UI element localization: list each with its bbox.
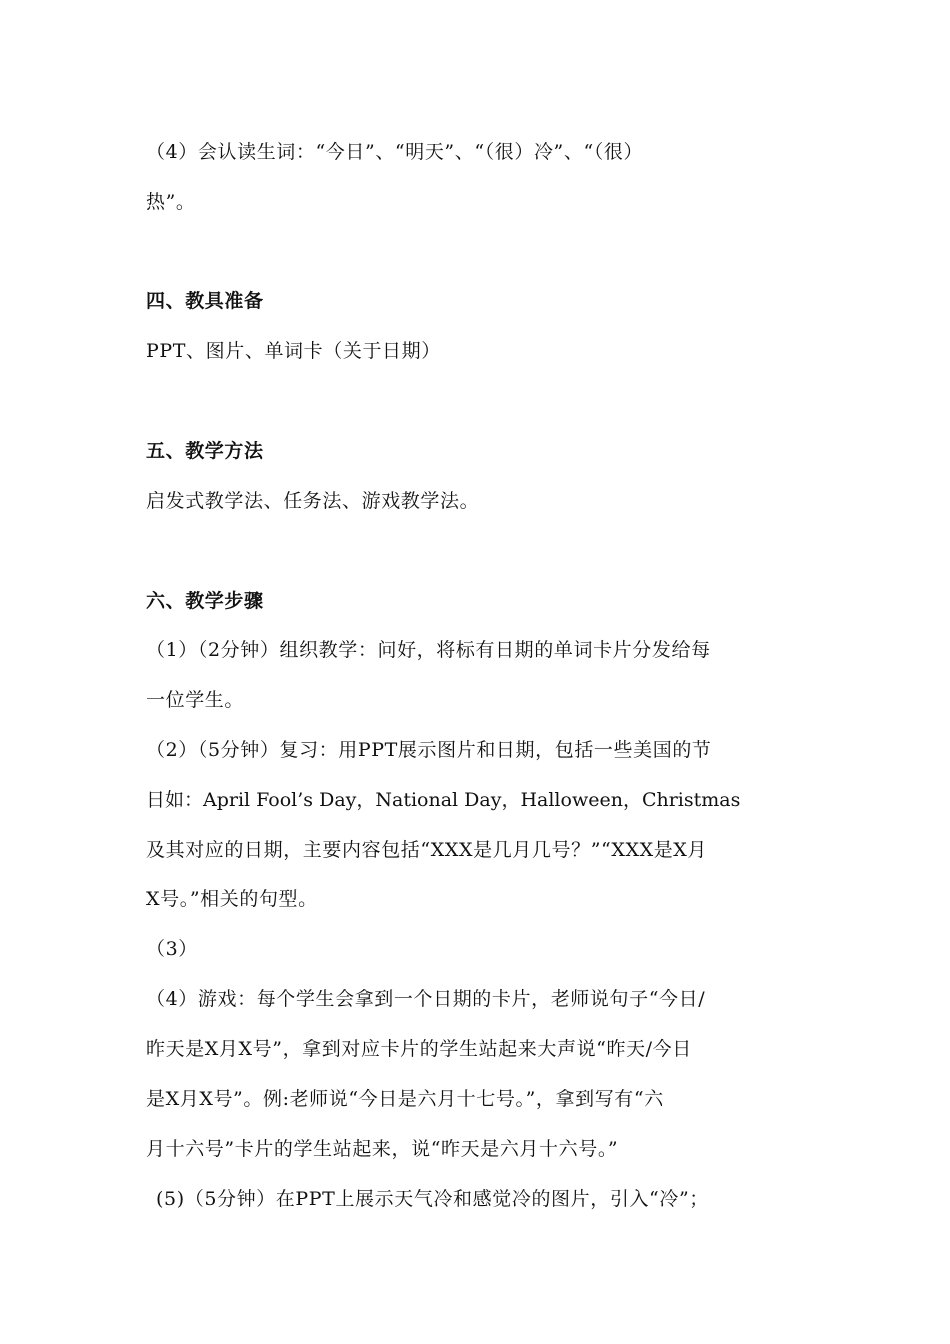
section4-body: PPT、图片、单词卡（关于日期） [146,340,441,362]
section5-body: 启发式教学法、任务法、游戏教学法。 [146,490,480,512]
step1-line1: （1）（2分钟）组织教学：问好，将标有日期的单词卡片分发给每 [146,639,711,661]
step2-line3: 及其对应的日期，主要内容包括“XXX是几月几号？”“XXX是X月 [146,839,708,861]
step3-line1: （3） [146,938,198,960]
step4-line3: 是X月X号”。例:老师说“今日是六月十七号。”，拿到写有“六 [146,1088,664,1110]
item4-text-line2: 热”。 [146,191,196,213]
section6-heading: 六、教学步骤 [146,590,264,612]
step5-line1: (5)（5分钟）在PPT上展示天气冷和感觉冷的图片，引入“冷”； [156,1188,709,1210]
step1-line2: 一位学生。 [146,689,245,711]
section5-heading: 五、教学方法 [146,440,264,462]
step2-line4: X号。”相关的句型。 [146,888,318,910]
step4-line2: 昨天是X月X号”，拿到对应卡片的学生站起来大声说“昨天/今日 [146,1038,692,1060]
step2-line1: （2）（5分钟）复习：用PPT展示图片和日期，包括一些美国的节 [146,739,712,761]
step2-line2: 日如：April Fool’s Day，National Day，Halloween，Christmas [146,789,741,811]
item4-text-line1: （4）会认读生词：“今日”、“明天”、“（很）冷”、“（很） [146,141,644,163]
step4-line4: 月十六号”卡片的学生站起来，说“昨天是六月十六号。” [146,1138,619,1160]
section4-heading: 四、教具准备 [146,290,264,312]
step4-line1: （4）游戏：每个学生会拿到一个日期的卡片，老师说句子“今日/ [146,988,706,1010]
